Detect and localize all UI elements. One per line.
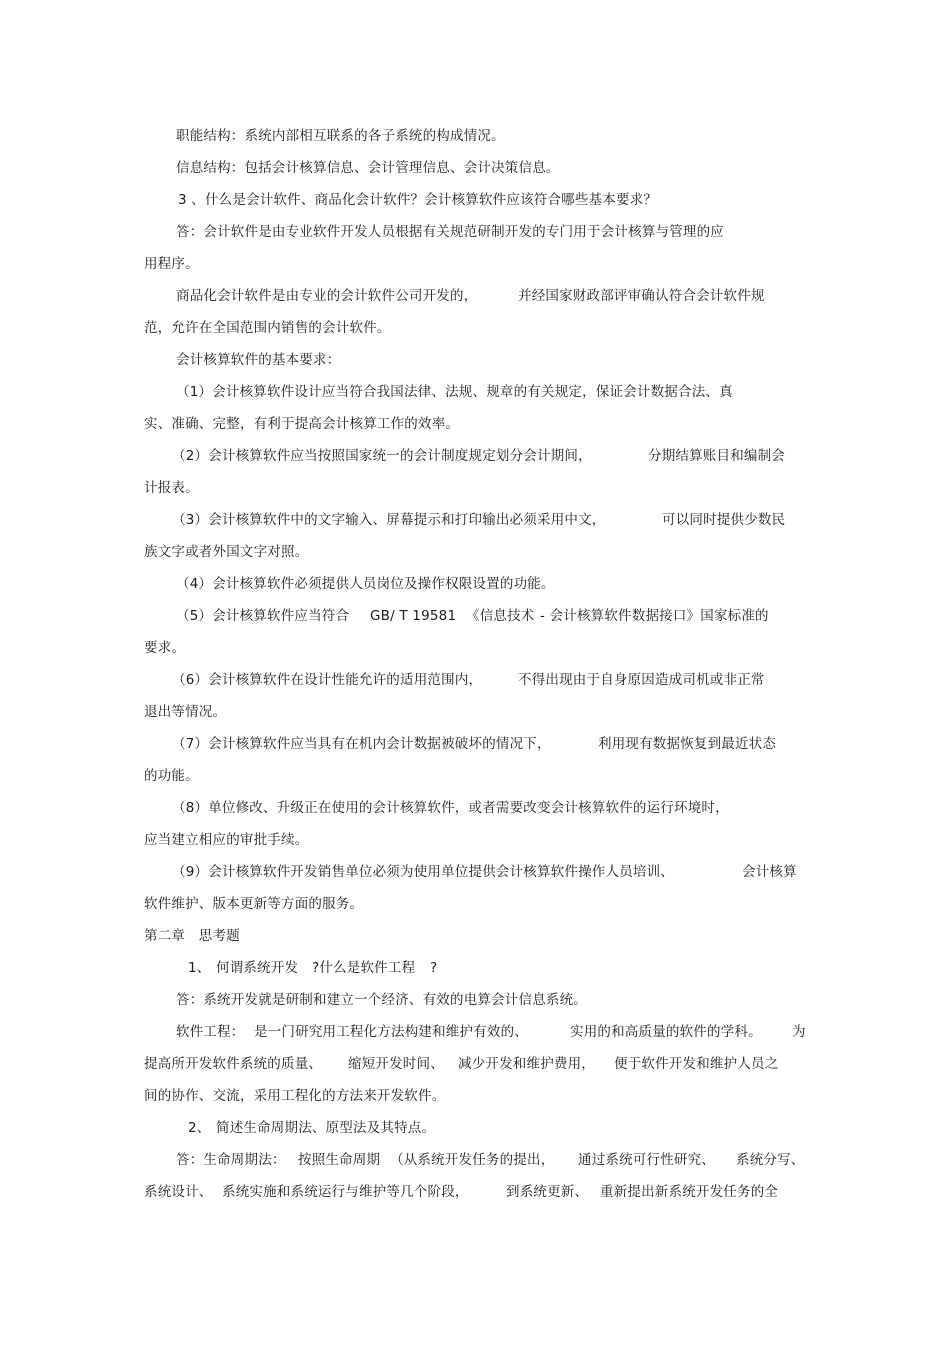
text-line: 利用现有数据恢复到最近状态 [598, 736, 777, 752]
text-line: 软件工程： [176, 1024, 245, 1040]
list-item: （7）会计核算软件应当具有在机内会计数据被破坏的情况下， [172, 736, 551, 752]
text-line: 可以同时提供少数民 [662, 512, 786, 528]
text-line: 通过系统可行性研究、 [578, 1152, 715, 1168]
text-line: 不得出现由于自身原因造成司机或非正常 [518, 672, 765, 688]
text-line: 缩短开发时间、 [348, 1056, 444, 1072]
list-item: （3）会计核算软件中的文字输入、屏幕提示和打印输出必须采用中文， [172, 512, 606, 528]
question-heading: ?什么是软件工程 [312, 960, 416, 976]
text-line: 按照生命周期 [298, 1152, 381, 1168]
text-line: 答：生命周期法： [176, 1152, 286, 1168]
list-item: （1）会计核算软件设计应当符合我国法律、法规、规章的有关规定，保证会计数据合法、真 [176, 384, 733, 400]
text-line: 重新提出新系统开发任务的全 [600, 1184, 779, 1200]
standard-code: GB∕ T 19581 [370, 608, 457, 624]
question-heading: 何谓系统开发 [216, 960, 299, 976]
list-item: （2）会计核算软件应当按照国家统一的会计制度规定划分会计期间， [172, 448, 592, 464]
text-line: 减少开发和维护费用， [458, 1056, 595, 1072]
text-line: 是一门研究用工程化方法构建和维护有效的、 [254, 1024, 528, 1040]
text-line: 软件维护、版本更新等方面的服务。 [144, 896, 364, 912]
text-line: 系统分写、 [736, 1152, 805, 1168]
text-line: 应当建立相应的审批手续。 [144, 832, 309, 848]
text-line: 间的协作、交流，采用工程化的方法来开发软件。 [144, 1088, 446, 1104]
text-line: 提高所开发软件系统的质量、 [144, 1056, 323, 1072]
text-line: - 会计核算软件数据接口》国家标准的 [540, 608, 769, 624]
text-line: 会计核算 [742, 864, 797, 880]
text-line: 答：系统开发就是研制和建立一个经济、有效的电算会计信息系统。 [176, 992, 587, 1008]
text-line: 系统设计、 [144, 1184, 213, 1200]
list-item: （9）会计核算软件开发销售单位必须为使用单位提供会计核算软件操作人员培训、 [172, 864, 674, 880]
list-item: （6）会计核算软件在设计性能允许的适用范围内， [172, 672, 483, 688]
text-line: 并经国家财政部评审确认符合会计软件规 [518, 288, 765, 304]
question-number: 2、 [188, 1120, 211, 1136]
text-line: 商品化会计软件是由专业的会计软件公司开发的， [176, 288, 478, 304]
text-line: 范，允许在全国范围内销售的会计软件。 [144, 320, 391, 336]
list-item: （4）会计核算软件必须提供人员岗位及操作权限设置的功能。 [176, 576, 555, 592]
question-heading: ? [430, 960, 438, 976]
list-item: （5）会计核算软件应当符合 [176, 608, 350, 624]
text-line: 便于软件开发和维护人员之 [614, 1056, 779, 1072]
text-line: 职能结构：系统内部相互联系的各子系统的构成情况。 [176, 128, 505, 144]
text-line: 要求。 [144, 640, 186, 656]
text-line: 退出等情况。 [144, 704, 227, 720]
text-line: 信息结构：包括会计核算信息、会计管理信息、会计决策信息。 [176, 160, 560, 176]
text-line: 族文字或者外国文字对照。 [144, 544, 309, 560]
text-line: 为 [792, 1024, 806, 1040]
question-heading: 3 、什么是会计软件、商品化会计软件？会计核算软件应该符合哪些基本要求？ [178, 192, 658, 208]
text-line: （从系统开发任务的提出， [390, 1152, 555, 1168]
text-line: 分期结算账目和编制会 [648, 448, 785, 464]
text-line: 答：会计软件是由专业软件开发人员根据有关规范研制开发的专门用于会计核算与管理的应 [176, 224, 724, 240]
text-line: 会计核算软件的基本要求： [176, 352, 341, 368]
question-number: 1、 [188, 960, 211, 976]
text-line: 实、准确、完整，有利于提高会计核算工作的效率。 [144, 416, 460, 432]
text-line: 《信息技术 [466, 608, 535, 624]
text-line: 系统实施和系统运行与维护等几个阶段， [222, 1184, 469, 1200]
text-line: 用程序。 [144, 256, 199, 272]
question-heading: 简述生命周期法、原型法及其特点。 [216, 1120, 436, 1136]
chapter-heading: 第二章 思考题 [144, 928, 240, 944]
text-line: 的功能。 [144, 768, 199, 784]
text-line: 计报表。 [144, 480, 199, 496]
list-item: （8）单位修改、升级正在使用的会计核算软件，或者需要改变会计核算软件的运行环境时， [172, 800, 729, 816]
text-line: 到系统更新、 [506, 1184, 589, 1200]
text-line: 实用的和高质量的软件的学科。 [570, 1024, 762, 1040]
